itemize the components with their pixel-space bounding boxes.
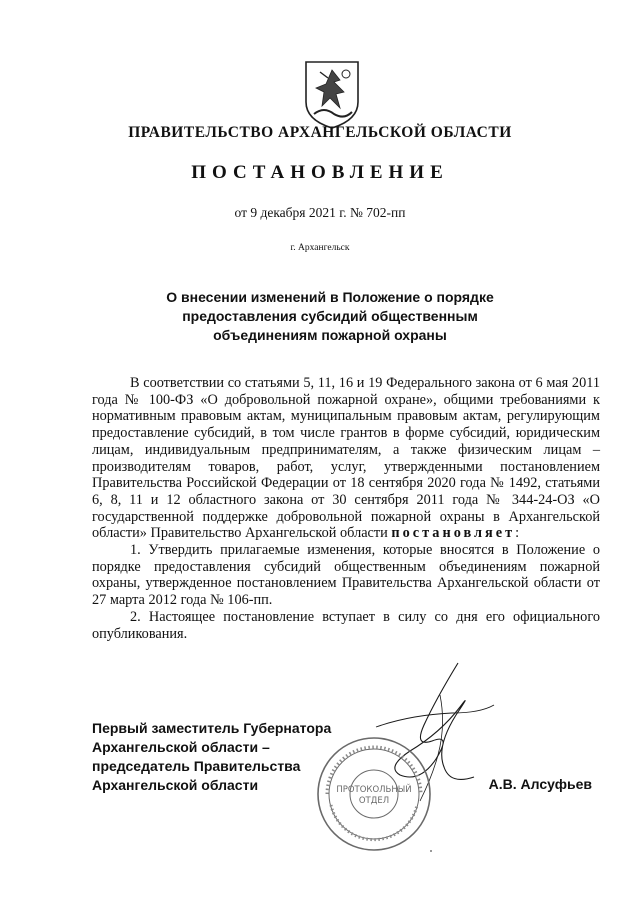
position-line: Архангельской области – (92, 739, 270, 755)
official-seal-icon (315, 735, 433, 853)
resolves-word: постановляет (391, 525, 516, 542)
document-city: г. Архангельск (290, 243, 350, 253)
body-paragraph (92, 375, 600, 542)
subject-line: объединениям пожарной охраны (213, 327, 447, 343)
coat-of-arms-icon (300, 58, 364, 130)
position-line: Первый заместитель Губернатора (92, 720, 332, 736)
stamp-text: ОТДЕЛ (358, 796, 390, 806)
subject-line: О внесении изменений в Положение о порядке (166, 289, 494, 305)
signatory-position (92, 719, 331, 795)
document-body (92, 375, 600, 642)
document-date-number: от 9 декабря 2021 г. № 702-пп (234, 205, 406, 220)
document-type: ПОСТАНОВЛЕНИЕ (191, 162, 449, 183)
position-line: Архангельской области (92, 777, 259, 793)
scan-speck (430, 850, 432, 852)
stamp-text: ПРОТОКОЛЬНЫЙ (336, 785, 412, 795)
document-subject (140, 288, 520, 345)
subject-line: предоставления субсидий общественным (182, 308, 478, 324)
position-line: председатель Правительства (92, 758, 301, 774)
signer-name: А.В. Алсуфьев (488, 776, 592, 792)
resolves-colon: : (515, 525, 520, 542)
government-title: ПРАВИТЕЛЬСТВО АРХАНГЕЛЬСКОЙ ОБЛАСТИ (128, 124, 512, 141)
preamble-text: В соответствии со статьями 5, 11, 16 и 19 Федерального закона от 6 мая 2011 года № 100-ФЗ «О добровольной пожарной охране», общими требованиями к нормативным правовым актам, муниципальным правовым актам, регулирующим предоставление субсидий, в том числе грантов в форме субсидий, юридическим лицам, индивидуальным предпринимателям, а также физическим лицам – производителям товаров, работ, услуг, утвержденными постановлением Правительства Российской Федерации от 18 сентября 2020 года № 1492, статьями 6, 8, 11 и 12 областного закона от 30 сентября 2011 года № 344-24-ОЗ «О государственной поддержке добровольной пожарной охраны в Архангельской области» Правительство Архангельской области (92, 375, 600, 542)
body-paragraph: 1. Утвердить прилагаемые изменения, которые вносятся в Положение о порядке предоставления субсидий общественным объединениям пожарной охраны, утвержденное постановлением Правительства Архангельской области от 27 марта 2012 года № 106-пп. (92, 542, 600, 609)
body-paragraph: 2. Настоящее постановление вступает в силу со дня его официального опубликования. (92, 608, 600, 642)
